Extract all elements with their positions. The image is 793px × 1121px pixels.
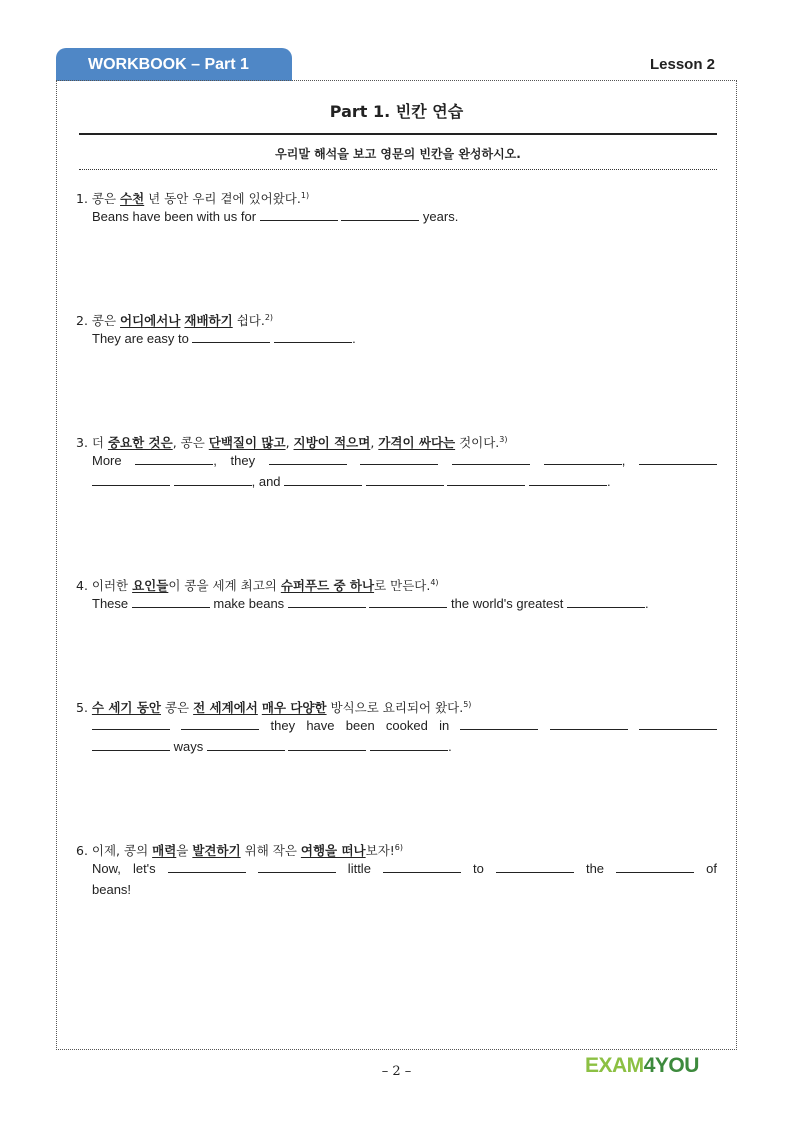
english-text: These — [92, 596, 132, 611]
english-text: , — [621, 453, 639, 468]
key-phrase: 전 세계에서 — [193, 700, 258, 716]
answer-blank[interactable] — [544, 453, 622, 465]
answer-blank[interactable] — [616, 861, 694, 873]
english-text: . — [448, 739, 452, 754]
answer-blank[interactable] — [550, 718, 628, 730]
answer-blank[interactable] — [269, 453, 347, 465]
answer-blank[interactable] — [639, 718, 717, 730]
footnote-marker: 1) — [300, 191, 310, 200]
answer-blank[interactable] — [529, 474, 607, 486]
korean-sentence: 1. 콩은 수천 년 동안 우리 곁에 있어왔다.$^{1)}$ — [76, 191, 310, 207]
english-text: of — [694, 861, 717, 876]
answer-blank[interactable] — [369, 596, 447, 608]
korean-sentence: 5. 수 세기 동안 콩은 전 세계에서 매우 다양한 방식으로 요리되어 왔다.$^{5)}$ — [76, 700, 472, 716]
question-4 — [76, 573, 717, 614]
english-line — [76, 593, 717, 614]
english-text: . — [607, 474, 611, 489]
answer-blank[interactable] — [274, 331, 352, 343]
exam4you-logo: EXAM4YOU — [585, 1054, 699, 1077]
answer-blank[interactable] — [452, 453, 530, 465]
key-phrase: 발견하기 — [192, 843, 241, 859]
english-text: Now, let's — [92, 861, 168, 876]
page-number: – 2 – — [381, 1064, 412, 1079]
english-text: to — [460, 861, 496, 876]
english-text: years. — [419, 209, 459, 224]
key-phrase: 어디에서나 — [120, 313, 181, 329]
english-line — [76, 206, 717, 227]
english-text: . — [352, 331, 356, 346]
answer-blank[interactable] — [92, 739, 170, 751]
english-text: little — [335, 861, 383, 876]
english-text — [438, 453, 452, 468]
answer-blank[interactable] — [135, 453, 213, 465]
answer-blank[interactable] — [360, 453, 438, 465]
footnote-marker: 2) — [264, 313, 274, 322]
workbook-tab: WORKBOOK – Part 1 — [56, 48, 292, 81]
key-phrase: 매력 — [152, 843, 177, 859]
english-text — [530, 453, 544, 468]
footnote-marker: 3) — [499, 435, 508, 444]
english-text: , they — [213, 453, 269, 468]
answer-blank[interactable] — [174, 474, 252, 486]
key-phrase: 수 세기 동안 — [91, 700, 161, 716]
english-text: ways — [170, 739, 207, 754]
key-phrase: 여행을 떠나 — [300, 843, 366, 859]
answer-blank[interactable] — [192, 331, 270, 343]
answer-blank[interactable] — [181, 718, 259, 730]
english-text: Beans have been with us for — [92, 209, 260, 224]
lesson-label: Lesson 2 — [649, 56, 715, 73]
english-line — [76, 715, 717, 736]
instruction: 우리말 해석을 보고 영문의 빈칸을 완성하시오. — [275, 147, 521, 161]
question-5 — [76, 695, 717, 757]
english-text: They are easy to — [92, 331, 193, 346]
english-text — [246, 861, 258, 876]
korean-sentence: 3. 더 중요한 것은, 콩은 단백질이 많고, 지방이 적으며, 가격이 싸다는 것이다.$^{3)}$ — [76, 435, 508, 451]
key-phrase: 요인들 — [132, 578, 169, 594]
answer-blank[interactable] — [207, 739, 285, 751]
key-phrase: 매우 다양한 — [261, 700, 327, 716]
key-phrase: 수천 — [120, 191, 145, 207]
key-phrase: 중요한 것은 — [107, 435, 173, 451]
english-text — [628, 718, 639, 733]
key-phrase: 슈퍼푸드 중 하나 — [280, 578, 375, 594]
english-text: the world's greatest — [447, 596, 567, 611]
answer-blank[interactable] — [288, 739, 366, 751]
english-text: . — [644, 596, 649, 611]
english-text: beans! — [92, 882, 132, 897]
title-divider — [79, 133, 717, 135]
footnote-marker: 5) — [463, 700, 472, 709]
english-text — [538, 718, 549, 733]
question-2 — [76, 308, 717, 349]
answer-blank[interactable] — [460, 718, 538, 730]
question-6 — [76, 838, 717, 900]
answer-blank[interactable] — [447, 474, 525, 486]
english-text: they have been cooked in — [259, 718, 461, 733]
english-line — [76, 471, 717, 492]
instruction-divider — [79, 169, 717, 170]
korean-sentence: 6. 이제, 콩의 매력을 발견하기 위해 작은 여행을 떠나보자!$^{6)}$ — [76, 843, 404, 859]
answer-blank[interactable] — [260, 209, 338, 221]
answer-blank[interactable] — [132, 596, 210, 608]
english-text: , and — [251, 474, 285, 489]
key-phrase: 지방이 적으며 — [293, 435, 371, 451]
korean-sentence: 2. 콩은 어디에서나 재배하기 쉽다.$^{2)}$ — [76, 313, 274, 329]
answer-blank[interactable] — [496, 861, 574, 873]
part-title: Part 1. 빈칸 연습 — [329, 102, 464, 121]
english-text — [347, 453, 361, 468]
answer-blank[interactable] — [284, 474, 362, 486]
english-line — [76, 450, 717, 471]
key-phrase: 단백질이 많고 — [208, 435, 286, 451]
answer-blank[interactable] — [366, 474, 444, 486]
english-text: make beans — [209, 596, 288, 611]
english-line — [76, 858, 717, 879]
key-phrase: 가격이 싸다는 — [378, 435, 456, 451]
answer-blank[interactable] — [92, 474, 170, 486]
question-1 — [76, 186, 717, 227]
answer-blank[interactable] — [639, 453, 717, 465]
footnote-marker: 4) — [430, 578, 439, 587]
english-text: More — [92, 453, 136, 468]
question-3 — [76, 430, 717, 492]
english-text: the — [573, 861, 617, 876]
english-text — [170, 718, 181, 733]
answer-blank[interactable] — [341, 209, 419, 221]
answer-blank[interactable] — [288, 596, 366, 608]
english-line — [76, 736, 717, 757]
answer-blank[interactable] — [92, 718, 170, 730]
answer-blank[interactable] — [370, 739, 448, 751]
answer-blank[interactable] — [168, 861, 246, 873]
english-line — [76, 328, 717, 349]
answer-blank[interactable] — [258, 861, 336, 873]
answer-blank[interactable] — [567, 596, 645, 608]
korean-sentence: 4. 이러한 요인들이 콩을 세계 최고의 슈퍼푸드 중 하나로 만든다.$^{4)}$ — [76, 578, 439, 594]
footnote-marker: 6) — [394, 843, 404, 852]
answer-blank[interactable] — [383, 861, 461, 873]
english-line — [76, 879, 717, 900]
key-phrase: 재배하기 — [184, 313, 233, 329]
